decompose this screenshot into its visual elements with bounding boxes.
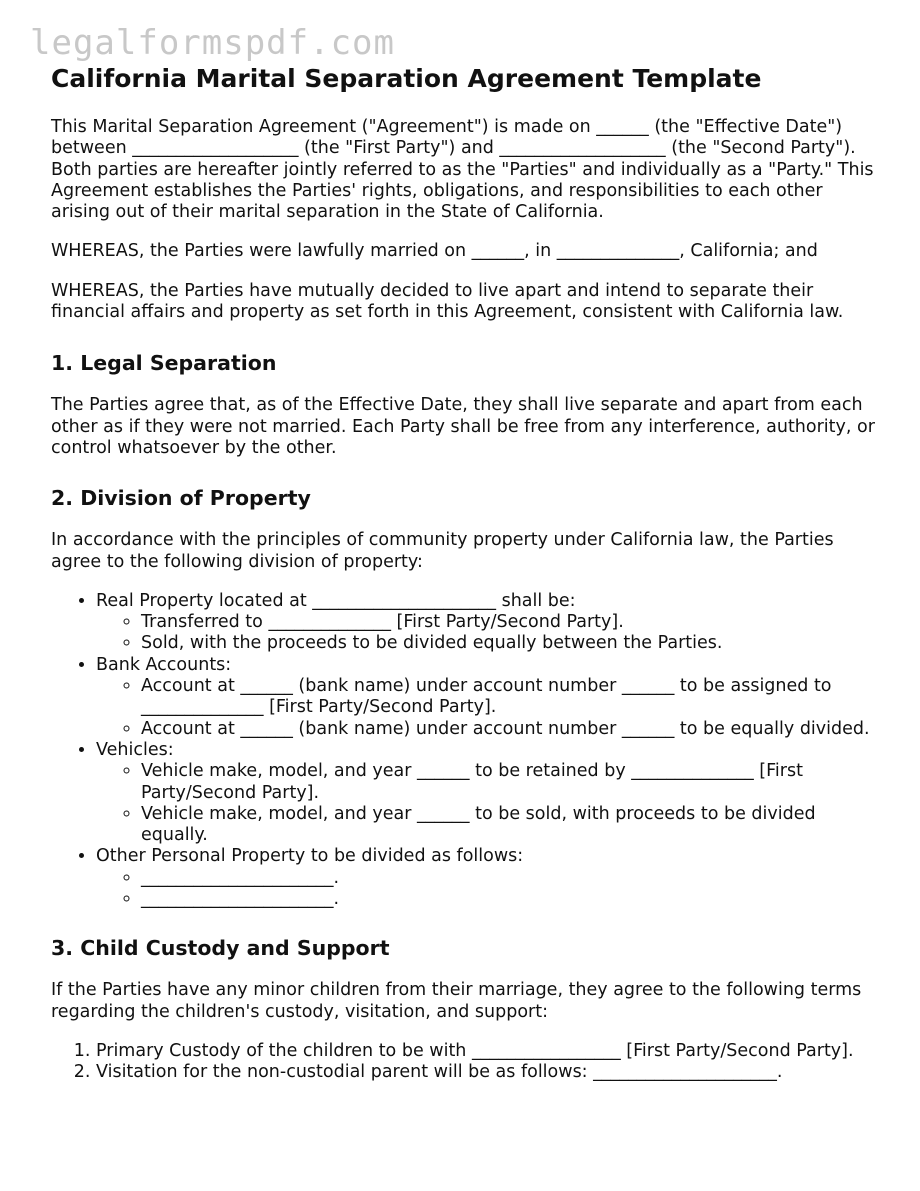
section-1-heading: 1. Legal Separation bbox=[51, 351, 277, 376]
section-2-heading: 2. Division of Property bbox=[51, 486, 311, 511]
list-item: ◦ Sold, with the proceeds to be divided equally between the Parties. bbox=[141, 633, 881, 654]
list-item: ◦ Vehicle make, model, and year ______ to be sold, with proceeds to be divided equally. bbox=[141, 804, 881, 847]
real-property-sublist bbox=[96, 612, 881, 655]
other-property-sublist bbox=[96, 868, 881, 911]
intro-paragraph: This Marital Separation Agreement ("Agreement") is made on ______ (the "Effective Date") between ___________________ (the "First Party") and ___________________ (the "Second Party"). Both parties are hereafter jointly referred to as the "Parties" and individually as a "Party." This Agreement establishes the Parties' rights, obligations, and responsibilities to each other arising out of their marital separation in the State of California. bbox=[51, 117, 874, 223]
custody-list bbox=[51, 1041, 881, 1084]
document bbox=[51, 62, 881, 1084]
document-title: California Marital Separation Agreement Template bbox=[51, 64, 762, 93]
list-item: 2. Visitation for the non-custodial parent will be as follows: _____________________. bbox=[96, 1062, 881, 1083]
section-1-body: The Parties agree that, as of the Effective Date, they shall live separate and apart from each other as if they were not married. Each Party shall be free from any interference, authority, or control whatsoever by the other. bbox=[51, 395, 875, 458]
list-item: ◦ Account at ______ (bank name) under account number ______ to be assigned to ______________ [First Party/Second Party]. bbox=[141, 676, 881, 719]
property-list bbox=[51, 591, 881, 910]
list-item: 1. Primary Custody of the children to be with _________________ [First Party/Second Party]. bbox=[96, 1041, 881, 1062]
vehicles-sublist bbox=[96, 761, 881, 846]
section-3-body: If the Parties have any minor children from their marriage, they agree to the following terms regarding the children's custody, visitation, and support: bbox=[51, 980, 862, 1022]
watermark: legalformspdf.com bbox=[30, 23, 395, 63]
list-item: ◦ Account at ______ (bank name) under account number ______ to be equally divided. bbox=[141, 719, 881, 740]
section-3-heading: 3. Child Custody and Support bbox=[51, 936, 390, 961]
other-property-label: Other Personal Property to be divided as follows: bbox=[96, 846, 524, 867]
list-item bbox=[96, 655, 881, 740]
list-item bbox=[96, 740, 881, 846]
whereas-married-paragraph: WHEREAS, the Parties were lawfully married on ______, in ______________, California; and bbox=[51, 241, 818, 262]
real-property-label: Real Property located at _____________________ shall be: bbox=[96, 590, 576, 611]
list-item: ◦ Transferred to ______________ [First Party/Second Party]. bbox=[141, 612, 881, 633]
list-item: ◦ ______________________. bbox=[141, 868, 881, 889]
list-item bbox=[96, 846, 881, 910]
list-item bbox=[96, 591, 881, 655]
bank-accounts-label: Bank Accounts: bbox=[96, 654, 232, 675]
whereas-separate-paragraph: WHEREAS, the Parties have mutually decided to live apart and intend to separate their financial affairs and property as set forth in this Agreement, consistent with California law. bbox=[51, 280, 844, 323]
list-item: ◦ ______________________. bbox=[141, 889, 881, 910]
section-2-body: In accordance with the principles of community property under California law, the Parties agree to the following division of property: bbox=[51, 530, 834, 572]
vehicles-label: Vehicles: bbox=[96, 739, 174, 760]
list-item: ◦ Vehicle make, model, and year ______ to be retained by ______________ [First Party/Second Party]. bbox=[141, 761, 881, 804]
bank-accounts-sublist bbox=[96, 676, 881, 740]
